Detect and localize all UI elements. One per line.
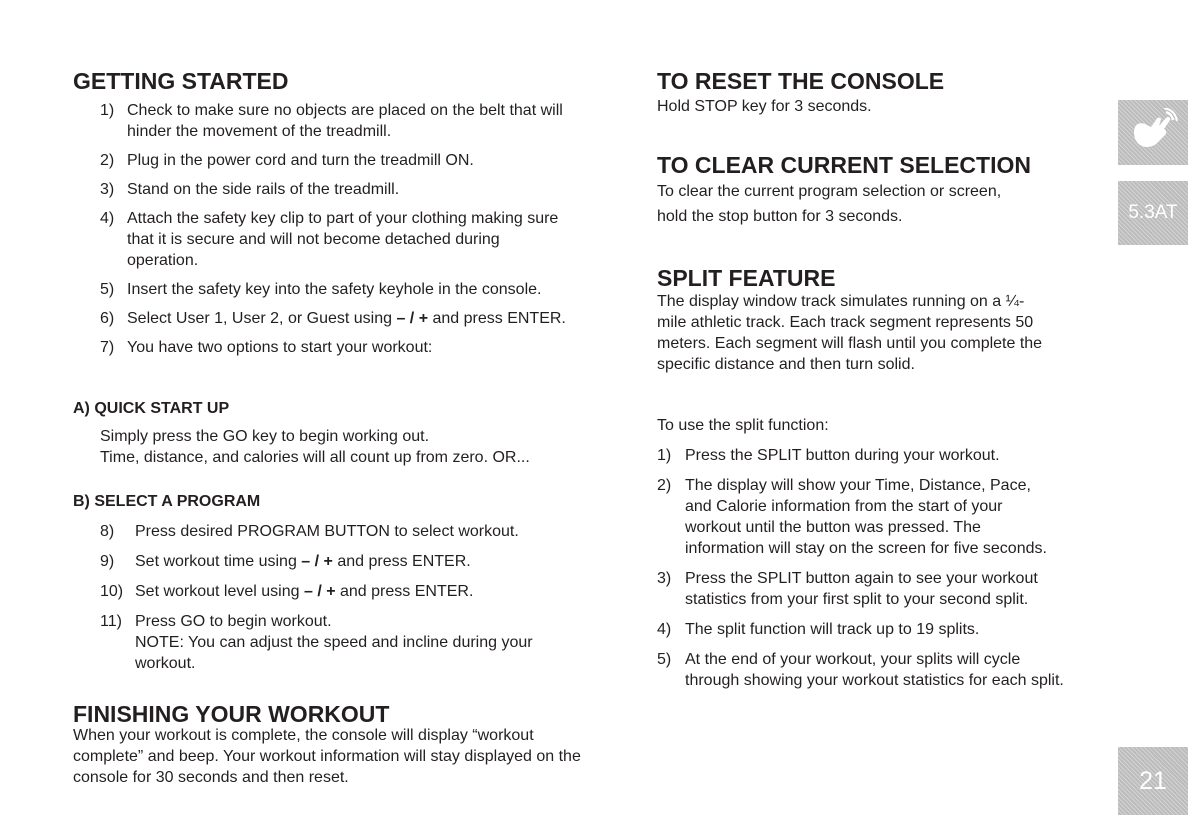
model-tab — [1118, 181, 1188, 245]
page-number-tab — [1118, 747, 1188, 815]
list-item: 5) At the end of your workout, your splits will cycle through showing your workout statistics for each split. — [657, 651, 1064, 689]
quick-start-line-1: Simply press the GO key to begin working out. — [100, 428, 430, 445]
clear-line-2: hold the stop button for 3 seconds. — [657, 208, 903, 225]
list-item: 6) Select User 1, User 2, or Guest using – / + and press ENTER. — [100, 310, 566, 327]
clear-heading: TO CLEAR CURRENT SELECTION — [657, 152, 1031, 178]
quick-start-heading: A) QUICK START UP — [73, 400, 230, 417]
split-intro: To use the split function: — [657, 417, 829, 434]
list-item: 1) Press the SPLIT button during your workout. — [657, 447, 1000, 464]
split-body: The display window track simulates running on a ¼-mile athletic track. Each track segment represents 50 meters. Each segment will flash until you complete the specific distance and then turn solid. — [657, 293, 1043, 373]
list-item: 9) Set workout time using – / + and press ENTER. — [100, 553, 471, 570]
list-item: 11) Press GO to begin workout. NOTE: You can adjust the speed and incline during your workout. — [100, 611, 603, 674]
split-heading: SPLIT FEATURE — [657, 265, 836, 291]
list-item: 10) Set workout level using – / + and press ENTER. — [100, 583, 474, 600]
page-number: 21 — [1139, 766, 1167, 795]
quick-start-line-2: Time, distance, and calories will all count up from zero. OR... — [100, 449, 530, 466]
list-item: 2) Plug in the power cord and turn the treadmill ON. — [100, 152, 474, 169]
list-item: 3) Press the SPLIT button again to see your workout statistics from your first split to your second split. — [657, 570, 1038, 608]
hand-tab — [1118, 100, 1188, 165]
select-program-steps — [100, 521, 603, 674]
note-text: NOTE: You can adjust the speed and incline during your workout. — [135, 634, 533, 672]
clear-line-1: To clear the current program selection or screen, — [657, 183, 1002, 200]
reset-heading: TO RESET THE CONSOLE — [657, 68, 945, 94]
list-item: 4) Attach the safety key clip to part of your clothing making sure that it is secure and will not become detached during operation. — [100, 210, 559, 269]
reset-body: Hold STOP key for 3 seconds. — [657, 98, 872, 115]
split-steps — [657, 445, 1072, 691]
list-item: 1) Check to make sure no objects are placed on the belt that will hinder the movement of the treadmill. — [100, 102, 563, 140]
list-item: 2) The display will show your Time, Distance, Pace, and Calorie information from the start of your workout until the button was pressed. The information will stay on the screen for five seconds. — [657, 477, 1047, 557]
list-item: 4) The split function will track up to 19 splits. — [657, 621, 980, 638]
getting-started-heading: GETTING STARTED — [73, 68, 289, 94]
model-label: 5.3AT — [1128, 202, 1178, 223]
list-item: 7) You have two options to start your workout: — [100, 339, 433, 356]
hand-pointer-icon — [1128, 108, 1178, 157]
list-item: 3) Stand on the side rails of the treadmill. — [100, 181, 400, 198]
list-item: 8) Press desired PROGRAM BUTTON to select workout. — [100, 523, 519, 540]
list-item: 5) Insert the safety key into the safety keyhole in the console. — [100, 281, 542, 298]
select-program-heading: B) SELECT A PROGRAM — [73, 493, 261, 510]
getting-started-steps — [100, 100, 603, 358]
finishing-body: When your workout is complete, the console will display “workout complete” and beep. Your workout information will stay displayed on the console for 30 seconds and then reset. — [73, 727, 581, 786]
finishing-heading: FINISHING YOUR WORKOUT — [73, 701, 390, 727]
